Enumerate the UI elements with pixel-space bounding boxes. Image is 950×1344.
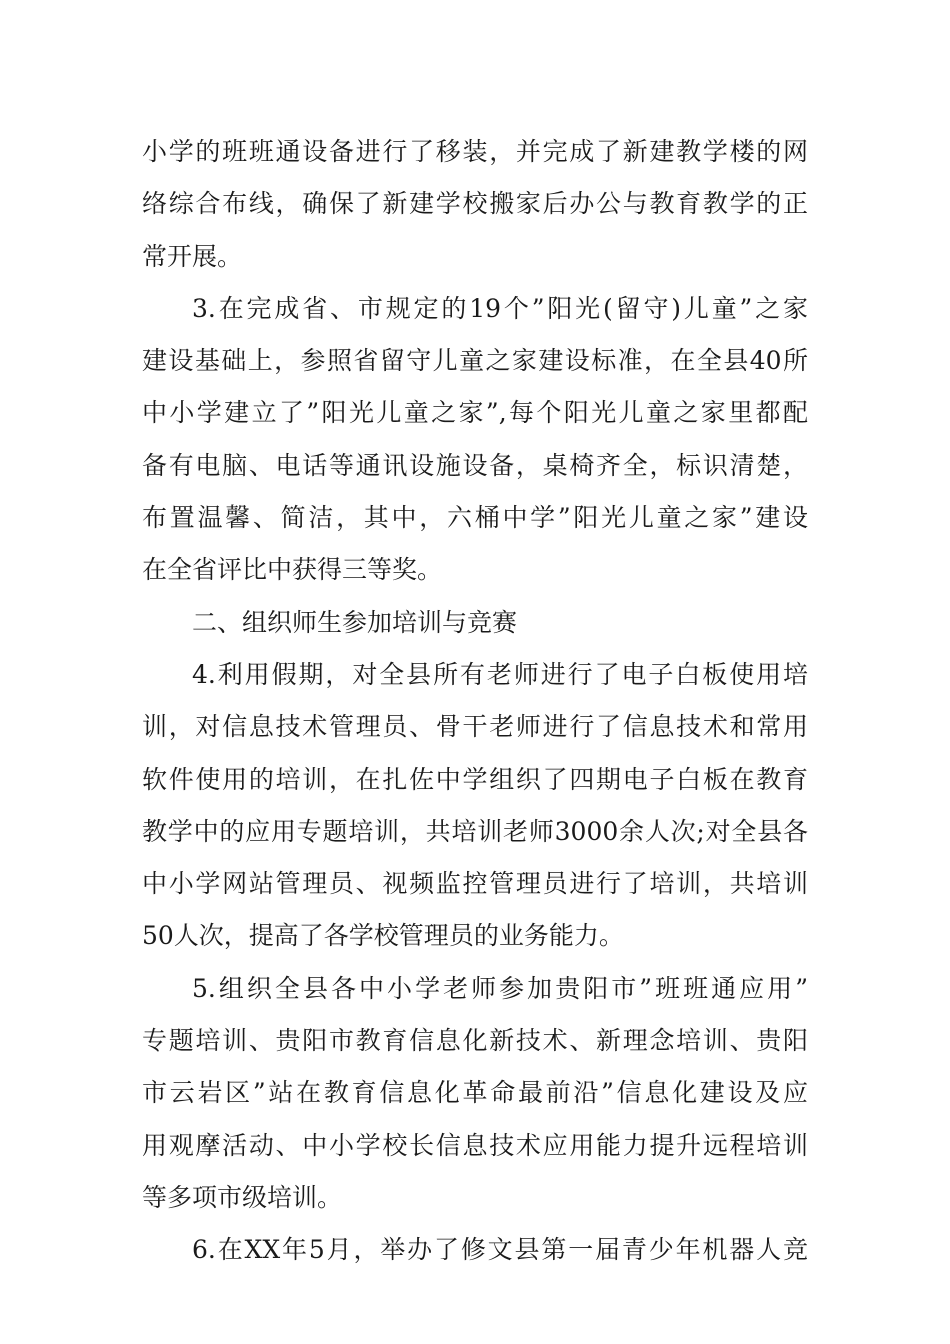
text-line: 专题培训、贵阳市教育信息化新技术、新理念培训、贵阳 [142,1026,808,1056]
text-line: 5.组织全县各中小学老师参加贵阳市”班班通应用” [192,973,808,1003]
text-line: 市云岩区”站在教育信息化革命最前沿”信息化建设及应 [142,1078,808,1108]
text-line: 用观摩活动、中小学校长信息技术应用能力提升远程培训 [142,1130,808,1160]
text-line: 4.利用假期，对全县所有老师进行了电子白板使用培 [192,659,808,689]
text-line: 建设基础上，参照省留守儿童之家建设标准，在全县40所 [142,346,808,376]
text-line: 6.在XX年5月，举办了修文县第一届青少年机器人竞 [192,1235,808,1265]
document-body [142,126,808,1277]
text-line: 中小学网站管理员、视频监控管理员进行了培训，共培训 [142,869,808,899]
text-line: 教学中的应用专题培训，共培训老师3000余人次;对全县各 [142,816,808,846]
text-line: 3.在完成省、市规定的19个”阳光(留守)儿童”之家 [192,293,808,323]
text-line: 络综合布线，确保了新建学校搬家后办公与教育教学的正 [142,189,808,219]
text-line: 中小学建立了”阳光儿童之家”,每个阳光儿童之家里都配 [142,398,808,428]
text-line: 训，对信息技术管理员、骨干老师进行了信息技术和常用 [142,712,808,742]
text-line: 等多项市级培训。 [142,1182,343,1212]
text-line: 在全省评比中获得三等奖。 [142,555,443,585]
text-line: 小学的班班通设备进行了移装，并完成了新建教学楼的网 [142,137,808,166]
text-line: 备有电脑、电话等通讯设施设备，桌椅齐全，标识清楚， [142,450,808,480]
text-line: 二、组织师生参加培训与竞赛 [192,607,518,637]
text-line: 软件使用的培训，在扎佐中学组织了四期电子白板在教育 [142,764,808,794]
text-line: 常开展。 [142,241,243,271]
text-line: 布置温馨、简洁，其中，六桶中学”阳光儿童之家”建设 [142,503,808,533]
text-line: 50人次，提高了各学校管理员的业务能力。 [142,921,624,951]
